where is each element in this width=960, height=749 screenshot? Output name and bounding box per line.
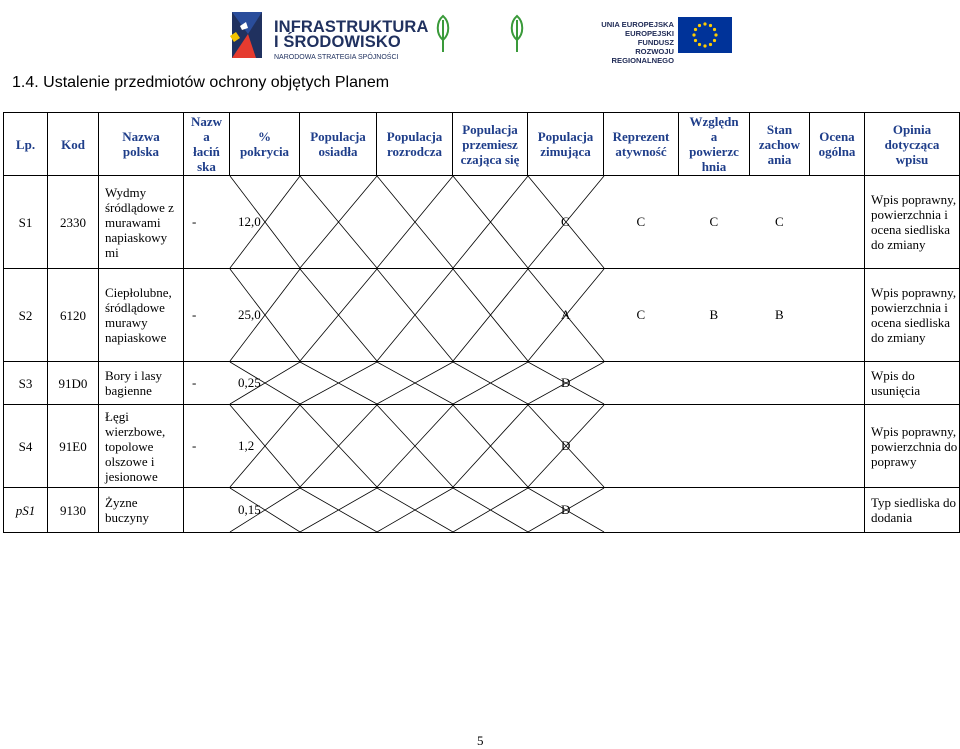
- header-ocena-ogolna: [810, 113, 865, 176]
- header-reprezentatywnosc: [604, 113, 679, 176]
- cell-kod: 91E0: [48, 405, 99, 488]
- header-opinia: [865, 113, 960, 176]
- header-nazwa-lacinska: [184, 113, 230, 176]
- eu-logo: [598, 14, 738, 65]
- table-row: [4, 176, 960, 269]
- cell-ocena-ogolna: B: [775, 307, 784, 322]
- cell-opinia: Wpis do usunięcia: [865, 362, 960, 405]
- header-text: rozrodcza: [386, 144, 443, 159]
- cell-nazwa: Ciepłolubne, śródlądowe murawy napiaskowe: [99, 269, 184, 362]
- header-text: Populacja: [386, 129, 443, 144]
- cell-lp: S4: [4, 405, 48, 488]
- header-text: Populacja: [310, 129, 366, 144]
- header-text: dotycząca: [884, 136, 940, 152]
- header-kod-text: Kod: [61, 136, 85, 152]
- leaf-logo-icon: [434, 14, 452, 54]
- infrastruktura-emblem-icon: [226, 8, 270, 64]
- protection-objects-table: [3, 112, 960, 533]
- cell-opinia: Wpis poprawny, powierzchnia do poprawy: [865, 405, 960, 488]
- header-text: ania: [767, 151, 792, 167]
- cell-nazwa: Żyzne buczyny: [99, 488, 184, 533]
- regional-logo-1: [434, 14, 478, 64]
- table-row: [4, 405, 960, 488]
- header-pop-przemieszczajaca: [453, 113, 528, 176]
- header-wzgledna-powierzchnia: [679, 113, 750, 176]
- cell-opinia: Wpis poprawny, powierzchnia i ocena siedliska do zmiany: [865, 176, 960, 269]
- cell-pokrycia: 0,15: [238, 502, 261, 517]
- header-stan-zachowania: [750, 113, 810, 176]
- header-text: pokrycia: [239, 144, 290, 159]
- header-text: wpisu: [895, 151, 929, 167]
- table-row: [4, 362, 960, 405]
- cell-lp: S1: [4, 176, 48, 269]
- header-lp-text: Lp.: [15, 136, 36, 152]
- header-text: atywność: [615, 144, 667, 159]
- infrastruktura-title: [274, 20, 428, 50]
- cell-reprezentatywnosc: A: [561, 307, 571, 322]
- header-nazwa-polska: [99, 113, 184, 176]
- table-row: [4, 488, 960, 533]
- infrastruktura-logo: [226, 8, 429, 64]
- cross-lines: [184, 405, 865, 487]
- header-pop-zimujaca: [528, 113, 604, 176]
- cell-lp: pS1: [4, 488, 48, 533]
- header-text: zimująca: [540, 144, 591, 159]
- page-number: 5: [477, 733, 484, 748]
- cell-lp: S3: [4, 362, 48, 405]
- header-text: Względn: [689, 114, 739, 129]
- cell-reprezentatywnosc: D: [561, 375, 571, 390]
- cell-merged: [184, 269, 865, 362]
- cell-stan-zachowania: B: [709, 307, 719, 322]
- cell-lac: -: [192, 214, 197, 229]
- leaf-logo-icon: [508, 14, 526, 54]
- eu-line1: UNIA EUROPEJSKA: [601, 20, 674, 29]
- header-text: %: [258, 129, 271, 144]
- cell-nazwa: Wydmy śródlądowe z murawami napiaskowy mi: [99, 176, 184, 269]
- cell-kod: 9130: [48, 488, 99, 533]
- header-text: Populacja: [462, 121, 518, 137]
- header-text: Nazwa: [122, 129, 160, 144]
- header-text: Nazw: [190, 114, 223, 129]
- header-text: hnia: [701, 159, 727, 174]
- cell-kod: 91D0: [48, 362, 99, 405]
- header-text: Opinia: [892, 121, 932, 137]
- cell-opinia: Wpis poprawny, powierzchnia i ocena siedliska do zmiany: [865, 269, 960, 362]
- eu-line2: EUROPEJSKI FUNDUSZ: [625, 29, 674, 47]
- cell-ocena-ogolna: C: [775, 214, 784, 229]
- infrastruktura-line2: I ŚRODOWISKO: [274, 33, 401, 51]
- header-text: a: [710, 129, 718, 144]
- cell-lac: -: [192, 375, 197, 390]
- cross-lines: [184, 488, 865, 532]
- cell-lp: S2: [4, 269, 48, 362]
- header-text: Populacja: [537, 129, 594, 144]
- cell-pokrycia: 1,2: [238, 438, 255, 453]
- header-text: zachow: [758, 136, 801, 152]
- cross-lines: [184, 176, 865, 268]
- cell-kod: 6120: [48, 269, 99, 362]
- cell-reprezentatywnosc: C: [561, 214, 570, 229]
- header-pop-rozrodcza: [377, 113, 453, 176]
- header-kod: [48, 113, 99, 176]
- regional-logo-2: [508, 14, 552, 64]
- cell-reprezentatywnosc: D: [561, 502, 571, 517]
- cell-wzgledna-powierzchnia: C: [636, 307, 646, 322]
- cross-lines: [184, 269, 865, 361]
- cell-lac: -: [192, 438, 197, 453]
- eu-flag-icon: [678, 17, 732, 53]
- cell-nazwa: Bory i lasy bagienne: [99, 362, 184, 405]
- header-lp: [4, 113, 48, 176]
- cell-merged: [184, 488, 865, 533]
- cell-nazwa: Łęgi wierzbowe, topolowe olszowe i jesionowe: [99, 405, 184, 488]
- section-heading: 1.4. Ustalenie przedmiotów ochrony objętych Planem: [12, 74, 390, 91]
- cell-reprezentatywnosc: D: [561, 438, 571, 453]
- cell-opinia: Typ siedliska do dodania: [865, 488, 960, 533]
- eu-logo-text: [598, 20, 674, 65]
- header-text: ska: [197, 159, 216, 174]
- infrastruktura-line1: INFRASTRUKTURA: [274, 18, 429, 36]
- cross-lines: [184, 362, 865, 404]
- cell-merged: [184, 176, 865, 269]
- header-pop-osiadla: [300, 113, 377, 176]
- eu-line3: ROZWOJU REGIONALNEGO: [611, 47, 674, 65]
- header-text: ogólna: [818, 144, 856, 159]
- header-text: Stan: [766, 121, 793, 137]
- cell-stan-zachowania: C: [709, 214, 719, 229]
- cell-pokrycia: 12,0: [238, 214, 261, 229]
- cell-pokrycia: 0,25: [238, 375, 261, 390]
- cell-lac: -: [192, 307, 197, 322]
- header-text: a: [203, 129, 210, 144]
- cell-merged: [184, 362, 865, 405]
- header-text: powierzc: [689, 144, 739, 159]
- header-text: czająca się: [460, 151, 520, 167]
- cell-merged: [184, 405, 865, 488]
- header-text: łaciń: [193, 144, 220, 159]
- logo-header: [0, 0, 960, 66]
- cell-kod: 2330: [48, 176, 99, 269]
- header-text: polska: [122, 144, 160, 159]
- header-text: osiadła: [318, 144, 358, 159]
- header-text: przemiesz: [462, 136, 518, 152]
- strategy-subtitle: NARODOWA STRATEGIA SPÓJNOŚCI: [274, 54, 399, 61]
- table-header-row: [4, 113, 960, 176]
- table-row: [4, 269, 960, 362]
- header-pokrycia: [230, 113, 300, 176]
- header-text: Reprezent: [612, 129, 670, 144]
- cell-pokrycia: 25,0: [238, 307, 261, 322]
- header-text: Ocena: [819, 129, 855, 144]
- cell-wzgledna-powierzchnia: C: [636, 214, 646, 229]
